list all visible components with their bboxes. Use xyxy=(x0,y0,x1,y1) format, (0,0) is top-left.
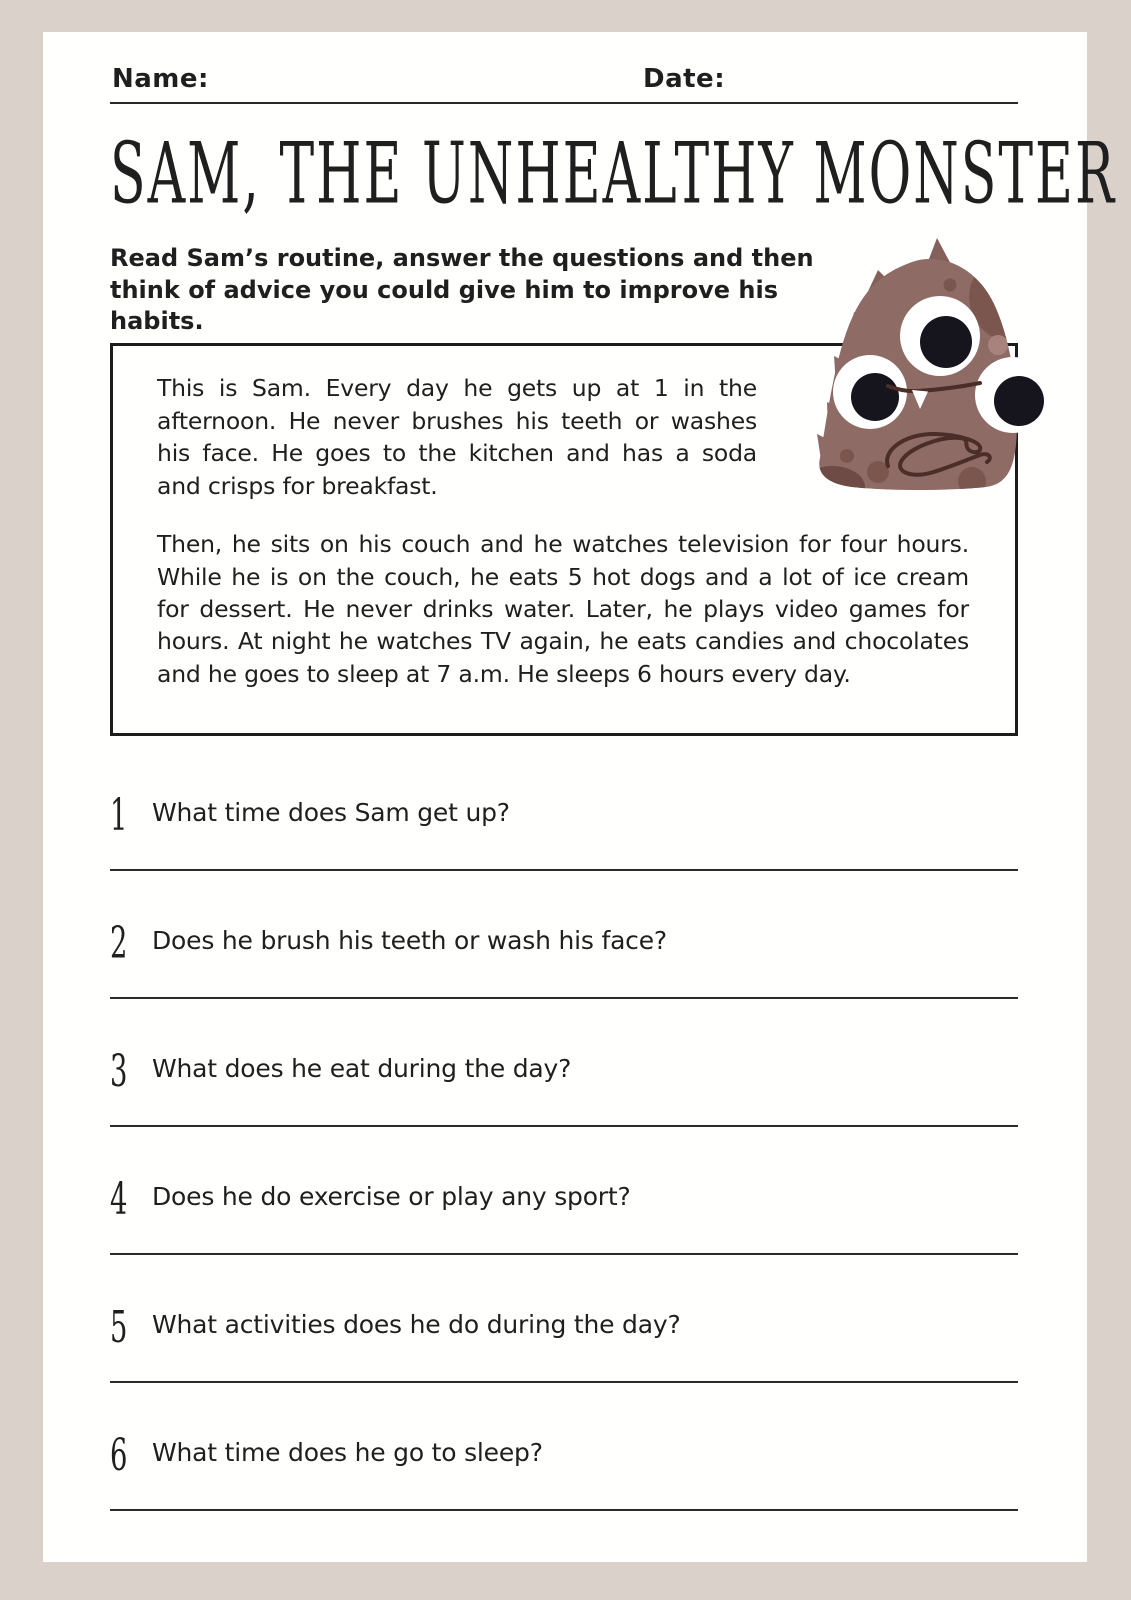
question-1-text: What time does Sam get up? xyxy=(152,798,510,828)
questions-section xyxy=(110,789,1018,1563)
question-2-text: Does he brush his teeth or wash his face? xyxy=(152,926,667,956)
question-5 xyxy=(110,1301,1018,1433)
answer-line-1[interactable] xyxy=(110,869,1018,871)
question-1 xyxy=(110,789,1018,921)
question-4-text: Does he do exercise or play any sport? xyxy=(152,1182,631,1212)
name-field-label: Name: xyxy=(112,64,209,94)
passage-paragraph-2: Then, he sits on his couch and he watches television for four hours. While he is on the couch, he eats 5 hot dogs and a lot of ice cream for dessert. He never drinks water. Later, he plays video games for hours. At night he watches TV again, he eats candies and chocolates and he goes to sleep at 7 a.m. He sleeps 6 hours every day. xyxy=(157,530,969,688)
question-4 xyxy=(110,1173,1018,1305)
question-6-number: 6 xyxy=(110,1429,128,1481)
worksheet-page xyxy=(43,32,1117,1562)
name-input-area[interactable] xyxy=(205,62,625,102)
monster-illustration xyxy=(790,228,1055,500)
question-6 xyxy=(110,1429,1018,1563)
answer-line-6[interactable] xyxy=(110,1509,1018,1511)
question-4-number: 4 xyxy=(110,1173,128,1225)
name-date-header xyxy=(110,32,1018,104)
date-field-label: Date: xyxy=(643,64,726,94)
answer-line-2[interactable] xyxy=(110,997,1018,999)
page-title xyxy=(110,126,1117,224)
passage-paragraph-1: This is Sam. Every day he gets up at 1 in the afternoon. He never brushes his teeth or washes his face. He goes to the kitchen and has a soda and crisps for breakfast. xyxy=(157,374,757,500)
question-3 xyxy=(110,1045,1018,1177)
question-5-number: 5 xyxy=(110,1301,128,1353)
instructions-text: Read Sam’s routine, answer the questions and then think of advice you could give him to improve his habits. xyxy=(110,244,814,335)
question-6-text: What time does he go to sleep? xyxy=(152,1438,543,1468)
three-eyed-monster-icon xyxy=(790,228,1055,500)
question-1-number: 1 xyxy=(110,789,128,841)
answer-line-5[interactable] xyxy=(110,1381,1018,1383)
page-title-text: SAM, THE UNHEALTHY MONSTER xyxy=(110,126,1117,224)
question-3-text: What does he eat during the day? xyxy=(152,1054,572,1084)
answer-line-4[interactable] xyxy=(110,1253,1018,1255)
question-2-number: 2 xyxy=(110,917,128,969)
question-5-text: What activities does he do during the day? xyxy=(152,1310,681,1340)
question-3-number: 3 xyxy=(110,1045,128,1097)
date-input-area[interactable] xyxy=(725,62,1015,102)
answer-line-3[interactable] xyxy=(110,1125,1018,1127)
question-2 xyxy=(110,917,1018,1049)
